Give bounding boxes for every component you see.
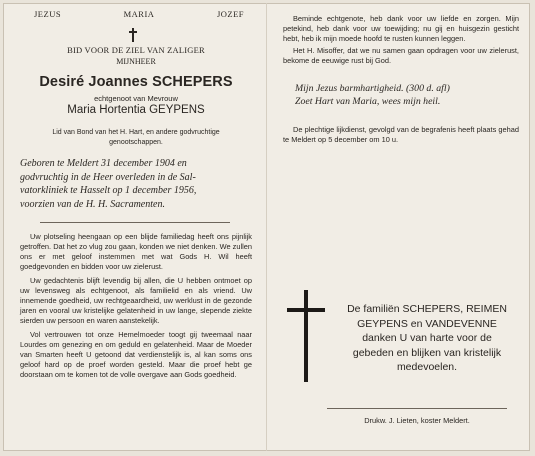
eulogy-text — [20, 232, 252, 384]
header-name-jozef: JOZEF — [216, 9, 244, 19]
printer-rule — [327, 408, 507, 409]
birth-line-4: voorzien van de H. H. Sacramenten. — [20, 198, 165, 210]
farewell-text — [283, 14, 519, 68]
thanks-line-4: gebeden en blijken van kristelijk — [352, 346, 502, 359]
left-page — [20, 0, 252, 456]
header-name-jezus: JEZUS — [34, 9, 62, 19]
membership-line-2: genootschappen. — [109, 139, 163, 146]
card-fold — [266, 3, 267, 451]
birth-line-3: vatorkliniek te Hasselt op 1 december 1956, — [20, 185, 197, 196]
birth-line-2: godvruchtig in de Heer overleden in de Sal- — [20, 171, 196, 183]
funeral-notice — [283, 125, 519, 145]
spouse-name: Maria Hortentia GEYPENS — [67, 104, 205, 116]
prayer-line-2: Zoet Hart van Maria, wees mijn heil. — [295, 95, 441, 107]
eulogy-paragraph-3: Vol vertrouwen tot onze Hemelmoeder toogt gij tweemaal naar Lourdes om genezing en om geduld en gelatenheid. Maar de Moeder van Smarten heeft U getoond dat verdienstelijk is, al kan soms ons geloof hard op de proef worden gesteld. Maar die proef hebt ge doorstaan om te komen tot de volle overgave aan Gods goedheid. — [20, 330, 252, 379]
thanks-line-1: De familiën SCHEPERS, REIMEN — [347, 303, 507, 315]
divider-rule — [40, 222, 230, 223]
birth-line-1: Geboren te Meldert 31 december 1904 en — [20, 158, 187, 169]
farewell-paragraph-1: Beminde echtgenote, heb dank voor uw liefde en zorgen. Mijn petekind, heb dank voor uw toewijding; nu gij en huisgezin gesticht hebt, heb ik mijn moede hoofd te rusten kunnen leggen. — [283, 14, 519, 43]
header-name-maria: MARIA — [123, 9, 155, 19]
family-thanks — [339, 302, 515, 375]
right-page — [283, 0, 519, 456]
birth-death-text — [20, 157, 250, 211]
thanks-line-5: medevoelen. — [396, 361, 458, 373]
large-cross-icon — [287, 290, 325, 382]
printer-credit: Drukw. J. Lieten, koster Meldert. — [364, 416, 470, 425]
thanks-line-2: GEYPENS en VANDEVENNE — [357, 317, 497, 330]
small-cross-icon — [128, 28, 138, 42]
indulgence-prayer — [295, 83, 515, 108]
spouse-intro: echtgenoot van Mevrouw — [94, 94, 178, 103]
prayer-line-1: Mijn Jezus barmhartigheid. (300 d. afl) — [295, 83, 450, 94]
funeral-text: De plechtige lijkdienst, gevolgd van de begrafenis heeft plaats gehad te Meldert op 5 december om 10 u. — [283, 125, 519, 144]
thanks-line-3: danken U van harte voor de — [362, 332, 492, 344]
deceased-name: Desiré Joannes SCHEPERS — [39, 74, 233, 90]
membership-text — [20, 128, 252, 148]
eulogy-paragraph-2: Uw gedachtenis blijft levendig bij allen, die U hebben ontmoet op uw levensweg als echtgenoot, als familielid en als vriend. Uw innemende goedheid, uw rechtgeaardheid, uw werklust in de gezonde jaren en vooral uw kristelijke gelatenheid in uw lange, slepende ziekte sierden uw persoon en waren aanstekelijk. — [20, 276, 252, 325]
farewell-paragraph-2: Het H. Misoffer, dat we nu samen gaan opdragen voor uw zielerust, bekome de eeuwige rust bij God. — [283, 46, 519, 65]
prayer-request: BID VOOR DE ZIEL VAN ZALIGER — [67, 45, 205, 55]
title-mijnheer: MIJNHEER — [116, 57, 156, 66]
holy-family-header — [34, 9, 244, 19]
eulogy-paragraph-1: Uw plotseling heengaan op een blijde familiedag heeft ons pijnlijk getroffen. Dat het zo vlug zou gaan, konden we niet denken. We zullen ons er met geloof instemmen met wat Gods H. Wil heeft goedgevonden en bidden voor uw zielerust. — [20, 232, 252, 271]
membership-line-1: Lid van Bond van het H. Hart, en andere godvruchtige — [52, 129, 220, 136]
